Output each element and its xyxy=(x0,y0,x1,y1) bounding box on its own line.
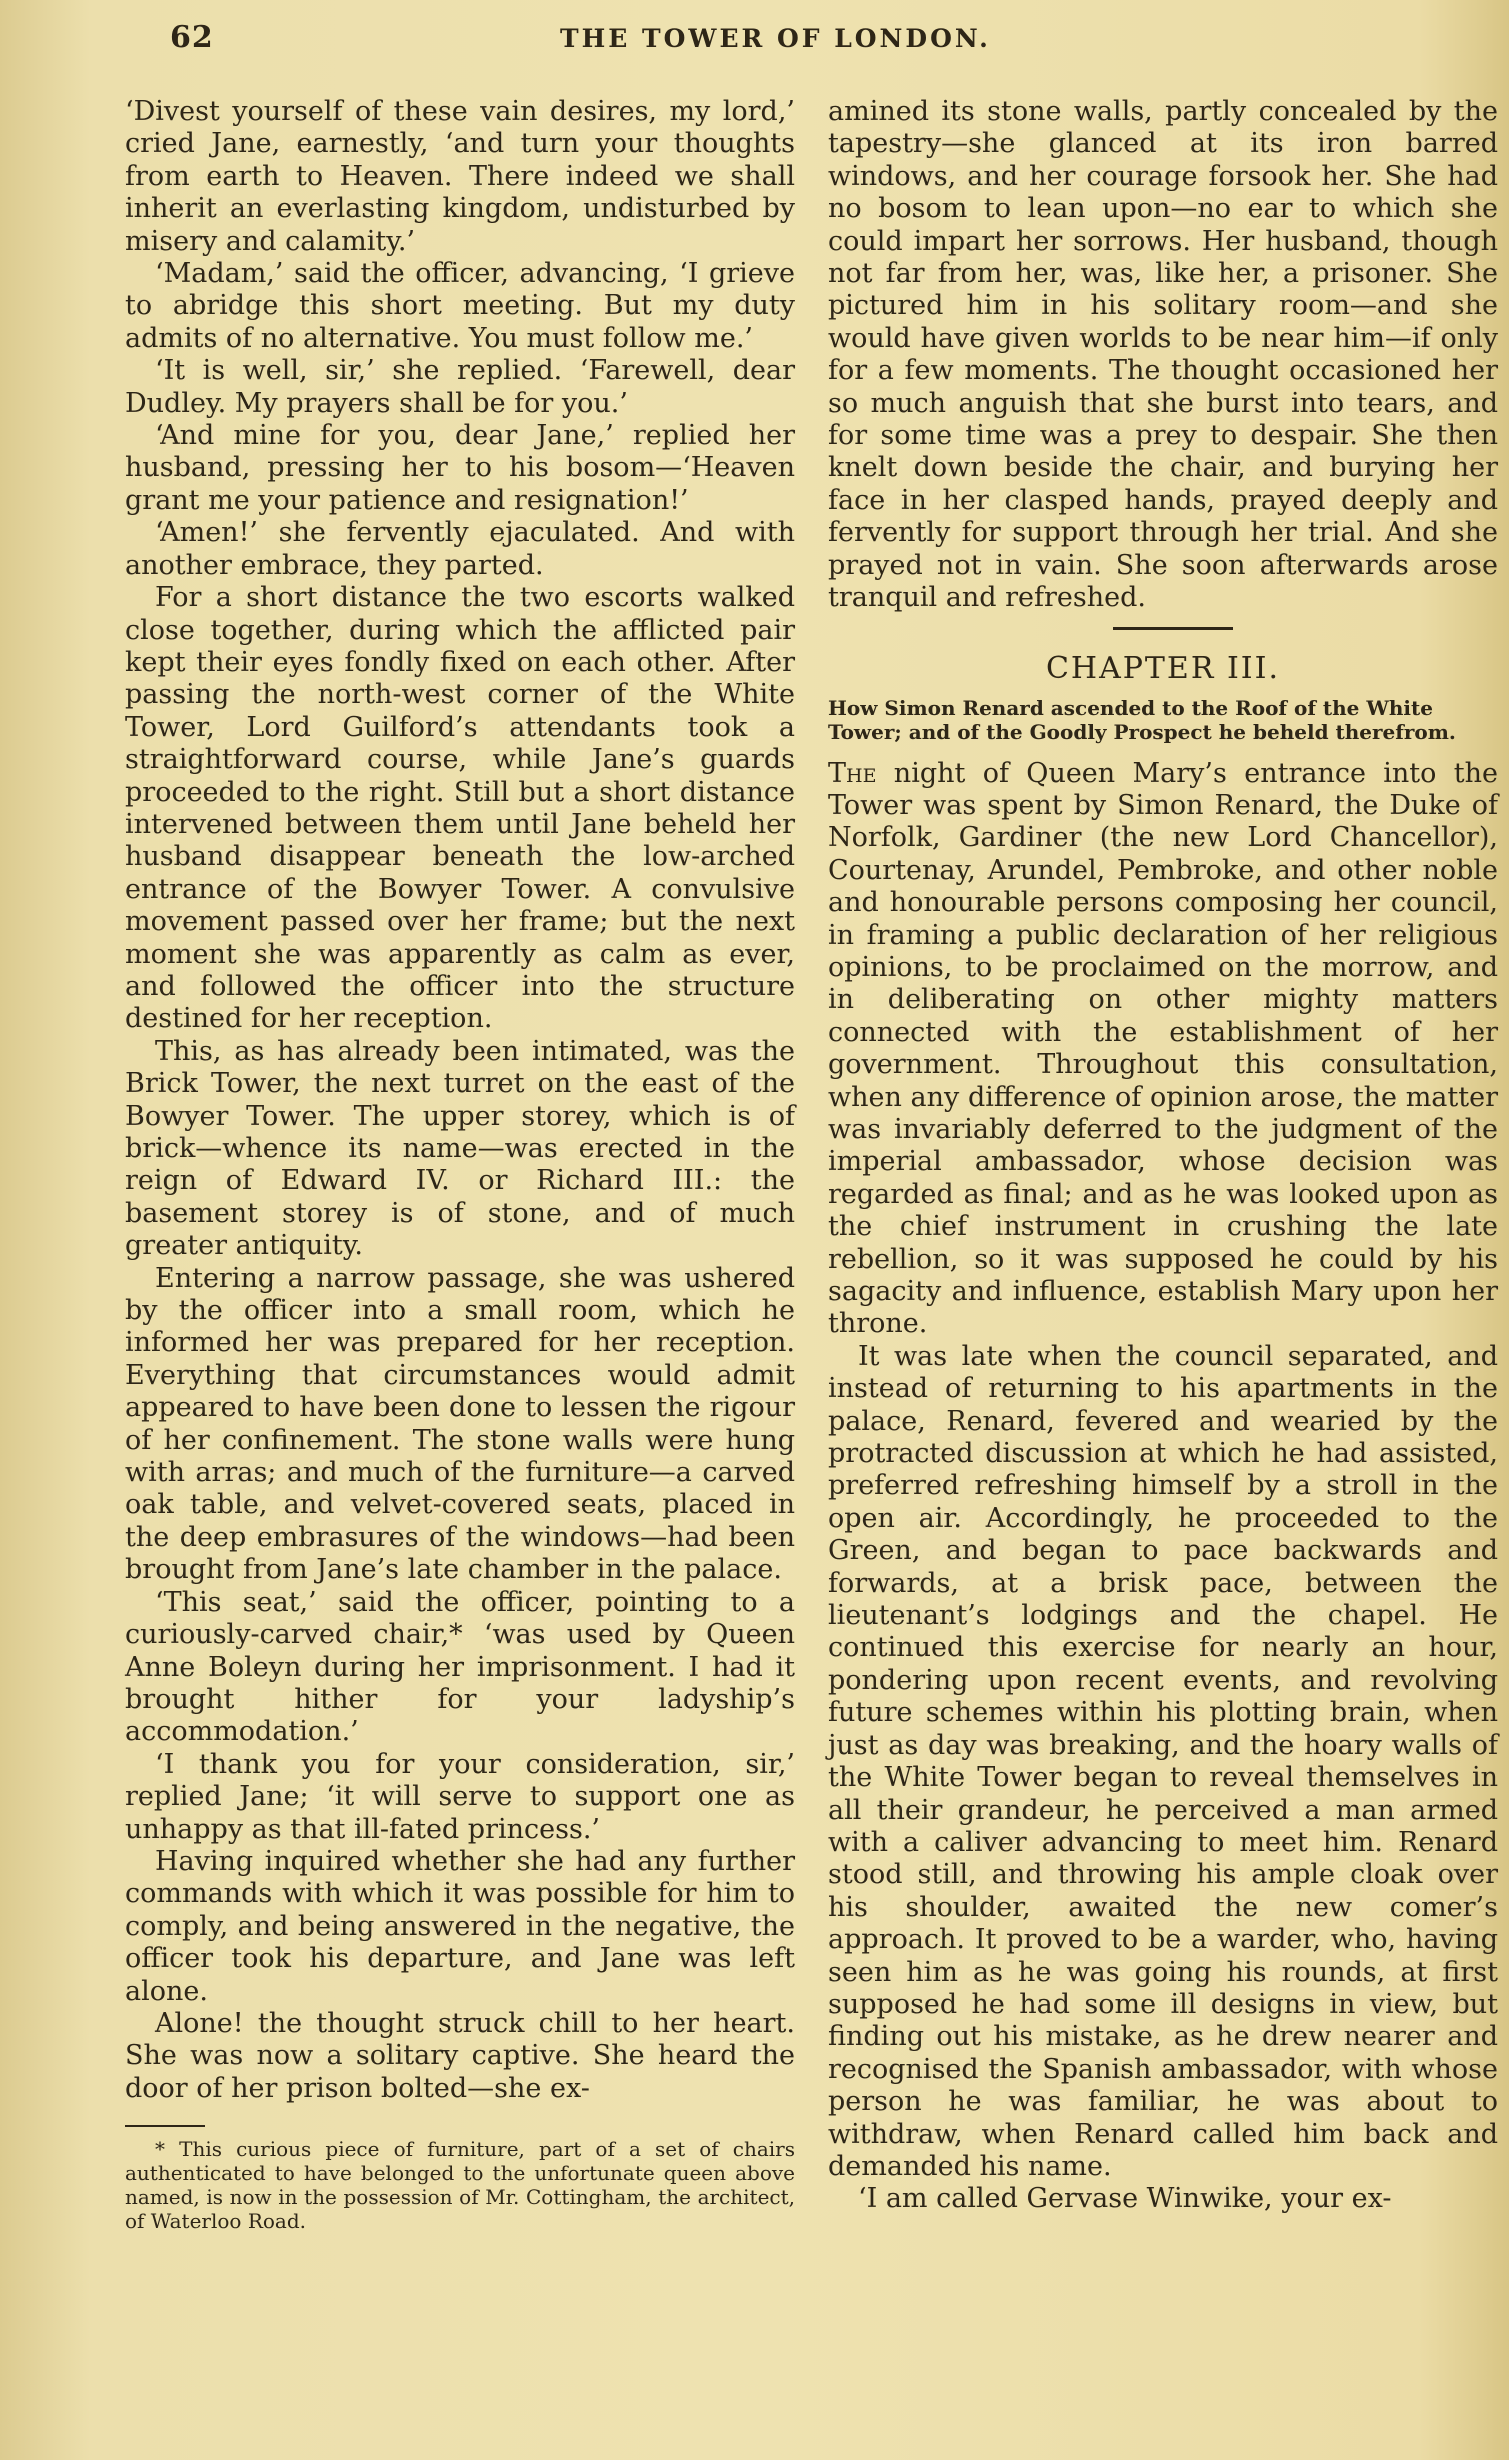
paragraph: Alone! the thought struck chill to her heart. She was now a solitary captive. She heard the door of her prison bolted—she ex- xyxy=(125,2007,795,2104)
chapter-first-paragraph xyxy=(828,758,1498,1341)
paragraph: This, as has already been intimated, was the Brick Tower, the next turret on the east of the Bowyer Tower. The upper storey, which is of brick—whence its name—was erected in the reign of Edward IV. or Richard III.: the basement storey is of stone, and of much greater antiquity. xyxy=(125,1035,795,1262)
paragraph: ‘Divest yourself of these vain desires, my lord,’ cried Jane, earnestly, ‘and turn your thoughts from earth to Heaven. There indeed we shall inherit an everlasting kingdom, undisturbed by misery and calamity.’ xyxy=(125,96,795,257)
right-column xyxy=(828,96,1498,2216)
paragraph: ‘I am called Gervase Winwike, your ex- xyxy=(858,2183,1392,2215)
paragraph: ‘I thank you for your consideration, sir,’ replied Jane; ‘it will serve to support one as unhappy as that ill-fated princess.’ xyxy=(125,1748,795,1845)
paragraph: ‘This seat,’ said the officer, pointing to a curiously-carved chair,* ‘was used by Queen Anne Boleyn during her imprisonment. I had it brought hither for your ladyship’s accommodation.’ xyxy=(125,1586,795,1748)
paragraph: ‘And mine for you, dear Jane,’ replied her husband, pressing her to his bosom—‘Heaven grant me your patience and resignation!’ xyxy=(125,420,795,516)
paragraph: Having inquired whether she had any further commands with which it was possible for him to comply, and being answered in the negative, the officer took his departure, and Jane was left alone. xyxy=(125,1845,795,2007)
first-word: The xyxy=(828,757,877,789)
page-header xyxy=(0,14,1509,74)
paragraph: Entering a narrow passage, she was ushered by the officer into a small room, which he informed her was prepared for her reception. Everything that circumstances would admit appeared to have been done to lessen the rigour of her confinement. The stone walls were hung with arras; and much of the furniture—a carved oak table, and velvet-covered seats, placed in the deep embrasures of the windows—had been brought from Jane’s late chamber in the palace. xyxy=(125,1262,795,1586)
running-title: THE TOWER OF LONDON. xyxy=(560,24,991,53)
chapter-heading: CHAPTER III. xyxy=(1045,650,1281,686)
paragraph: It was late when the council separated, and instead of returning to his apartments in the palace, Renard, fevered and wearied by the protracted discussion at which he had assisted, preferred refreshing himself by a stroll in the open air. Accordingly, he proceeded to the Green, and began to pace backwards and forwards, at a brisk pace, between the lieutenant’s lodgings and the chapel. He continued this exercise for nearly an hour, pondering upon recent events, and revolving future schemes within his plotting brain, when just as day was breaking, and the hoary walls of the White Tower began to reveal themselves in all their grandeur, he perceived a man armed with a caliver advancing to meet him. Renard stood still, and throwing his ample cloak over his shoulder, awaited the new comer’s approach. It proved to be a warder, who, having seen him as he was going his rounds, at first supposed he had some ill designs in view, but finding out his mistake, as he drew nearer and recognised the Spanish ambassador, with whose person he was familiar, he was about to withdraw, when Renard called him back and demanded his name. xyxy=(828,1340,1498,2182)
first-paragraph-text: night of Queen Mary’s entrance into the Tower was spent by Simon Renard, the Duke of Norfolk, Gardiner (the new Lord Chancellor), Courtenay, Arundel, Pembroke, and other noble and honourable persons composing her council, in framing a public declaration of her religious opinions, to be proclaimed on the morrow, and in deliberating on other mighty matters connected with the establishment of her government. Throughout this consultation, when any difference of opinion arose, the matter was invariably deferred to the judgment of the imperial ambassador, whose decision was regarded as final; and as he was looked upon as the chief instrument in crushing the late rebellion, so it was supposed he could by his sagacity and influence, establish Mary upon her throne. xyxy=(828,757,1498,1340)
left-column xyxy=(125,96,795,2233)
footnote: * This curious piece of furniture, part of a set of chairs authenticated to have belonged to the unfortunate queen above named, is now in the possession of Mr. Cottingham, the architect, of Waterloo Road. xyxy=(125,2137,795,2234)
paragraph: For a short distance the two escorts walked close together, during which the afflicted pair kept their eyes fondly fixed on each other. After passing the north-west corner of the White Tower, Lord Guilford’s attendants took a straightforward course, while Jane’s guards proceeded to the right. Still but a short distance intervened between them until Jane beheld her husband disappear beneath the low-arched entrance of the Bowyer Tower. A convulsive movement passed over her frame; but the next moment she was apparently as calm as ever, and followed the officer into the structure destined for her reception. xyxy=(125,582,795,1035)
chapter-subtitle: How Simon Renard ascended to the Roof of the White Tower; and of the Goodly Prospect he beheld therefrom. xyxy=(828,695,1456,744)
paragraph: ‘It is well, sir,’ she replied. ‘Farewell, dear Dudley. My prayers shall be for you.’ xyxy=(125,355,795,419)
section-divider xyxy=(1113,627,1233,630)
footnote-divider xyxy=(125,2125,205,2127)
paragraph: ‘Madam,’ said the officer, advancing, ‘I grieve to abridge this short meeting. But my duty admits of no alternative. You must follow me.’ xyxy=(125,258,795,354)
page-number: 62 xyxy=(170,20,214,55)
paragraph: amined its stone walls, partly concealed by the tapestry—she glanced at its iron barred windows, and her courage forsook her. She had no bosom to lean upon—no ear to which she could impart her sorrows. Her husband, though not far from her, was, like her, a prisoner. She pictured him in his solitary room—and she would have given worlds to be near him—if only for a few moments. The thought occasioned her so much anguish that she burst into tears, and for some time was a prey to despair. She then knelt down beside the chair, and burying her face in her clasped hands, prayed deeply and fervently for support through her trial. And she prayed not in vain. She soon afterwards arose tranquil and refreshed. xyxy=(828,96,1498,614)
paragraph: ‘Amen!’ she fervently ejaculated. And with another embrace, they parted. xyxy=(125,517,795,581)
